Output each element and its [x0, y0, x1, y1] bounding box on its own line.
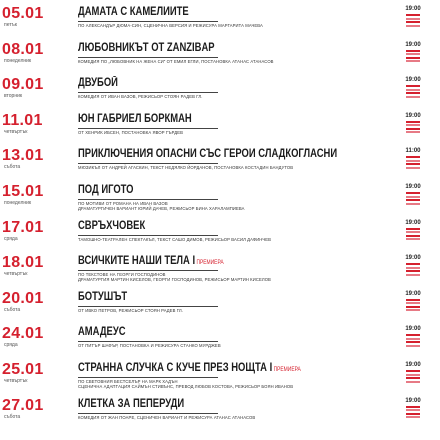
event-date: 24.01: [2, 325, 44, 343]
time-block: [398, 113, 428, 135]
stripe: [406, 14, 420, 16]
event-row: [0, 111, 440, 141]
event-title: [78, 398, 340, 412]
ticket-stripes: [406, 50, 420, 63]
event-time: 19:00: [405, 112, 421, 119]
date-block: [2, 77, 50, 99]
stripe: [406, 25, 420, 27]
credit-line: ПО ТЕКСТОВЕ НА ГЕОРГИ ГОСПОДИНОВ: [78, 272, 166, 278]
event-day: петък: [4, 22, 17, 28]
event-row: [0, 75, 440, 105]
event-date: 09.01: [2, 76, 44, 94]
date-block: [2, 6, 50, 28]
event-date: 20.01: [2, 289, 44, 307]
event-row: [0, 146, 440, 176]
event-time: 19:00: [405, 326, 421, 333]
date-block: [2, 148, 50, 170]
stripe: [406, 413, 420, 415]
event-credits: [78, 94, 398, 99]
event-title-text: БОТУШЪТ: [78, 290, 128, 303]
event-time: 19:00: [405, 219, 421, 226]
stripe: [406, 18, 420, 20]
stripe: [406, 121, 420, 123]
stripe: [406, 231, 420, 233]
premiere-label: ПРЕМИЕРА: [195, 260, 224, 267]
event-credits: [78, 23, 398, 28]
event-info: [78, 398, 398, 420]
event-row: [0, 4, 440, 34]
event-info: [78, 255, 398, 282]
date-block: [2, 398, 50, 420]
event-row: [0, 218, 440, 248]
event-time: 19:00: [405, 41, 421, 48]
event-title-text: ДВУБОЙ: [78, 77, 118, 90]
stripe: [406, 345, 420, 347]
credit-line: ОТ ХЕНРИК ИБСЕН, ПОСТАНОВКА ЯВОР ГЪРДЕВ: [78, 129, 184, 135]
event-title: [78, 113, 340, 127]
event-day: вторник: [4, 93, 23, 100]
event-date: 18.01: [2, 254, 44, 272]
event-title-text: ВСИЧКИТЕ НАШИ ТЕЛА I: [78, 255, 196, 268]
date-block: [2, 362, 50, 384]
time-block: [398, 326, 428, 348]
event-day: понеделник: [4, 200, 32, 206]
event-title-text: ДАМАТА С КАМЕЛИИТЕ: [78, 6, 189, 18]
event-title: [78, 255, 340, 269]
event-title: [78, 42, 340, 56]
event-info: [78, 291, 398, 313]
event-title: [78, 77, 340, 91]
ticket-stripes: [406, 299, 420, 312]
divider-line: [78, 235, 218, 236]
stripe: [406, 85, 420, 87]
event-title: [78, 291, 340, 305]
stripe: [406, 299, 420, 301]
event-row: [0, 40, 440, 70]
event-credits: [78, 272, 398, 282]
event-title-text: ПОД ИГОТО: [78, 184, 134, 196]
event-title: [78, 148, 340, 162]
stripe: [406, 228, 420, 230]
event-info: [78, 362, 398, 389]
stripe: [406, 128, 420, 130]
event-title: [78, 220, 340, 234]
time-block: [398, 184, 428, 206]
stripe: [406, 274, 420, 276]
event-info: [78, 148, 398, 170]
event-info: [78, 184, 398, 211]
event-title-text: СТРАННА СЛУЧКА С КУЧЕ ПРЕЗ НОЩТА I: [78, 362, 273, 374]
stripe: [406, 60, 420, 62]
event-date: 05.01: [2, 5, 44, 22]
ticket-stripes: [406, 228, 420, 241]
stripe: [406, 302, 420, 304]
event-time: 19:00: [405, 6, 421, 12]
stripe: [406, 306, 420, 308]
stripe: [406, 92, 420, 94]
credit-line: ПО МОТИВИ ОТ РОМАНА НА ИВАН ВАЗОВ: [78, 201, 168, 206]
event-time: 19:00: [405, 255, 421, 262]
event-date: 15.01: [2, 183, 44, 200]
event-credits: [78, 343, 398, 348]
time-block: [398, 398, 428, 420]
event-info: [78, 113, 398, 135]
event-time: 11:00: [405, 148, 421, 155]
divider-line: [78, 21, 218, 22]
stripe: [406, 334, 420, 336]
date-block: [2, 220, 50, 242]
ticket-stripes: [406, 85, 420, 98]
credit-line: ДРАМАТУРГИЯ МАРТИН КИСЕЛОВ, ГЕОРГИ ГОСПОДИНОВ, РЕЖИСЬОР МАРТИН КИСЕЛОВ: [78, 277, 271, 283]
date-block: [2, 326, 50, 348]
date-block: [2, 255, 50, 277]
date-block: [2, 113, 50, 135]
divider-line: [78, 128, 218, 129]
event-row: [0, 289, 440, 319]
event-time: 19:00: [405, 290, 421, 297]
event-credits: [78, 415, 398, 420]
event-day: сряда: [4, 235, 18, 242]
divider-line: [78, 163, 218, 164]
stripe: [406, 374, 420, 376]
divider-line: [78, 57, 218, 58]
time-block: [398, 362, 428, 384]
event-date: 25.01: [2, 361, 44, 378]
event-title-text: ПРИКЛЮЧЕНИЯ ОПАСНИ СЪС ГЕРОИ СЛАДКОГЛАСНИ: [78, 148, 338, 161]
stripe: [406, 124, 420, 126]
stripe: [406, 381, 420, 383]
time-block: [398, 220, 428, 242]
stripe: [406, 192, 420, 194]
divider-line: [78, 199, 218, 200]
divider-line: [78, 270, 218, 271]
stripe: [406, 270, 420, 272]
event-time: 19:00: [405, 397, 421, 404]
ticket-stripes: [406, 156, 420, 169]
event-date: 13.01: [2, 147, 44, 165]
ticket-stripes: [406, 370, 420, 383]
event-title: [78, 184, 340, 198]
stripe: [406, 235, 420, 237]
credit-line: ТАМОШНО-ТЕАТРАЛЕН СПЕКТАКЪЛ, ТЕКСТ САШО ДИМОВ, РЕЖИСЬОР ВАСИЛ ДАФИНЧЕВ: [78, 236, 272, 242]
credit-line: КОМЕДИЯ ПО „ЛЮБОВНИК НА ЖЕНА СИ“ ОТ ЕМИЛ ЕГЛИ, ПОСТАНОВКА АТАНАС АТАНАСОВ: [78, 58, 274, 64]
stripe: [406, 156, 420, 158]
stripe: [406, 163, 420, 165]
event-info: [78, 42, 398, 64]
stripe: [406, 416, 420, 418]
time-block: [398, 148, 428, 170]
divider-line: [78, 341, 218, 342]
event-credits: [78, 379, 398, 389]
stripe: [406, 338, 420, 340]
event-row: [0, 253, 440, 283]
credit-line: ОТ ПИТЪР ШАФЪР, ПОСТАНОВКА И РЕЖИСУРА СТАНКО МУРДЖЕВ: [78, 343, 221, 349]
time-block: [398, 6, 428, 28]
stripe: [406, 89, 420, 91]
event-row: [0, 324, 440, 354]
event-day: събота: [4, 306, 21, 313]
event-info: [78, 220, 398, 242]
event-info: [78, 6, 398, 28]
ticket-stripes: [406, 121, 420, 134]
ticket-stripes: [406, 334, 420, 347]
stripe: [406, 267, 420, 269]
divider-line: [78, 306, 218, 307]
time-block: [398, 77, 428, 99]
credit-line: ОТ ИВКО ПЕТРОВ, РЕЖИСЬОР СТОЯН РАДЕВ ГЛ.: [78, 307, 183, 313]
stripe: [406, 409, 420, 411]
ticket-stripes: [406, 192, 420, 205]
event-date: 11.01: [2, 111, 43, 129]
stripe: [406, 199, 420, 201]
event-credits: [78, 59, 398, 64]
event-title: [78, 362, 340, 376]
event-title: [78, 326, 340, 340]
event-date: 17.01: [2, 218, 44, 236]
event-day: четвъртък: [4, 271, 28, 278]
time-block: [398, 42, 428, 64]
date-block: [2, 291, 50, 313]
event-day: сряда: [4, 342, 18, 349]
event-title-text: АМАДЕУС: [78, 326, 126, 339]
credit-line: ДРАМАТУРГИЧЕН ВАРИАНТ ЮРИЙ ДАЧЕВ, РЕЖИСЬОР БИНА ХАРАЛАМПИЕВА: [78, 206, 245, 211]
stripe: [406, 131, 420, 133]
event-credits: [78, 165, 398, 170]
event-row: [0, 360, 440, 390]
stripe: [406, 21, 420, 23]
time-block: [398, 255, 428, 277]
event-title-text: ЮН ГАБРИЕЛ БОРКМАН: [78, 112, 192, 125]
credit-line: КОМЕДИЯ ОТ ЖАН ПОАРЕ, СЦЕНИЧЕН ВАРИАНТ И РЕЖИСУРА АТАНАС АТАНАСОВ: [78, 414, 256, 420]
event-day: четвъртък: [4, 128, 28, 135]
event-credits: [78, 237, 398, 242]
premiere-label: ПРЕМИЕРА: [272, 367, 301, 373]
ticket-stripes: [406, 263, 420, 276]
event-title-text: СВРЪХЧОВЕК: [78, 219, 146, 232]
divider-line: [78, 377, 218, 378]
credit-line: КОМЕДИЯ ОТ ИВАН ВАЗОВ, РЕЖИСЬОР СТОЯН РАДЕВ ГЛ.: [78, 94, 203, 100]
divider-line: [78, 413, 218, 414]
event-info: [78, 77, 398, 99]
stripe: [406, 50, 420, 52]
event-row: [0, 182, 440, 212]
stripe: [406, 53, 420, 55]
event-credits: [78, 308, 398, 313]
event-time: 19:00: [405, 362, 421, 368]
event-day: събота: [4, 413, 21, 420]
event-date: 27.01: [2, 396, 44, 414]
stripe: [406, 370, 420, 372]
event-title-text: ЛЮБОВНИКЪТ ОТ ZANZIBAP: [78, 41, 215, 54]
ticket-stripes: [406, 406, 420, 419]
credit-line: МЮЗИКЪЛ ОТ АНДРЕЙ АГАСКИН, ТЕКСТ НЕДЯЛКО ЙОРДАНОВ, ПОСТАНОВКА КОСТАДИН БАНДУТОВ: [78, 165, 294, 171]
event-day: събота: [4, 164, 21, 171]
event-date: 08.01: [2, 40, 44, 58]
stripe: [406, 377, 420, 379]
event-credits: [78, 130, 398, 135]
stripe: [406, 309, 420, 311]
stripe: [406, 160, 420, 162]
credit-line: СЦЕНИЧНА АДАПТАЦИЯ САЙМЪН СТИВЪНС, ПРЕВОД ЛЮБОВ КОСТОВА, РЕЖИСЬОР БОЯН ИВАНОВ: [78, 384, 294, 389]
event-time: 19:00: [405, 184, 421, 190]
stripe: [406, 203, 420, 205]
date-block: [2, 42, 50, 64]
stripe: [406, 263, 420, 265]
credit-line: ПО АЛЕКСАНДЪР ДЮМА-СИН, СЦЕНИЧНА ВЕРСИЯ И РЕЖИСУРА МАРГАРИТА МАЧЕВА: [78, 23, 263, 28]
ticket-stripes: [406, 14, 420, 27]
date-block: [2, 184, 50, 206]
event-title: [78, 6, 340, 20]
time-block: [398, 291, 428, 313]
event-day: понеделник: [4, 57, 32, 64]
event-credits: [78, 201, 398, 211]
event-info: [78, 326, 398, 348]
event-row: [0, 396, 440, 426]
stripe: [406, 196, 420, 198]
event-day: четвъртък: [4, 378, 28, 384]
stripe: [406, 96, 420, 98]
stripe: [406, 341, 420, 343]
credit-line: ПО СВЕТОВНИЯ БЕСТСЕЛЪР НА МАРК ХАДЪН: [78, 379, 178, 384]
stripe: [406, 57, 420, 59]
divider-line: [78, 92, 218, 93]
stripe: [406, 167, 420, 169]
stripe: [406, 406, 420, 408]
stripe: [406, 238, 420, 240]
event-time: 19:00: [405, 77, 421, 84]
event-title-text: КЛЕТКА ЗА ПЕПЕРУДИ: [78, 397, 185, 410]
